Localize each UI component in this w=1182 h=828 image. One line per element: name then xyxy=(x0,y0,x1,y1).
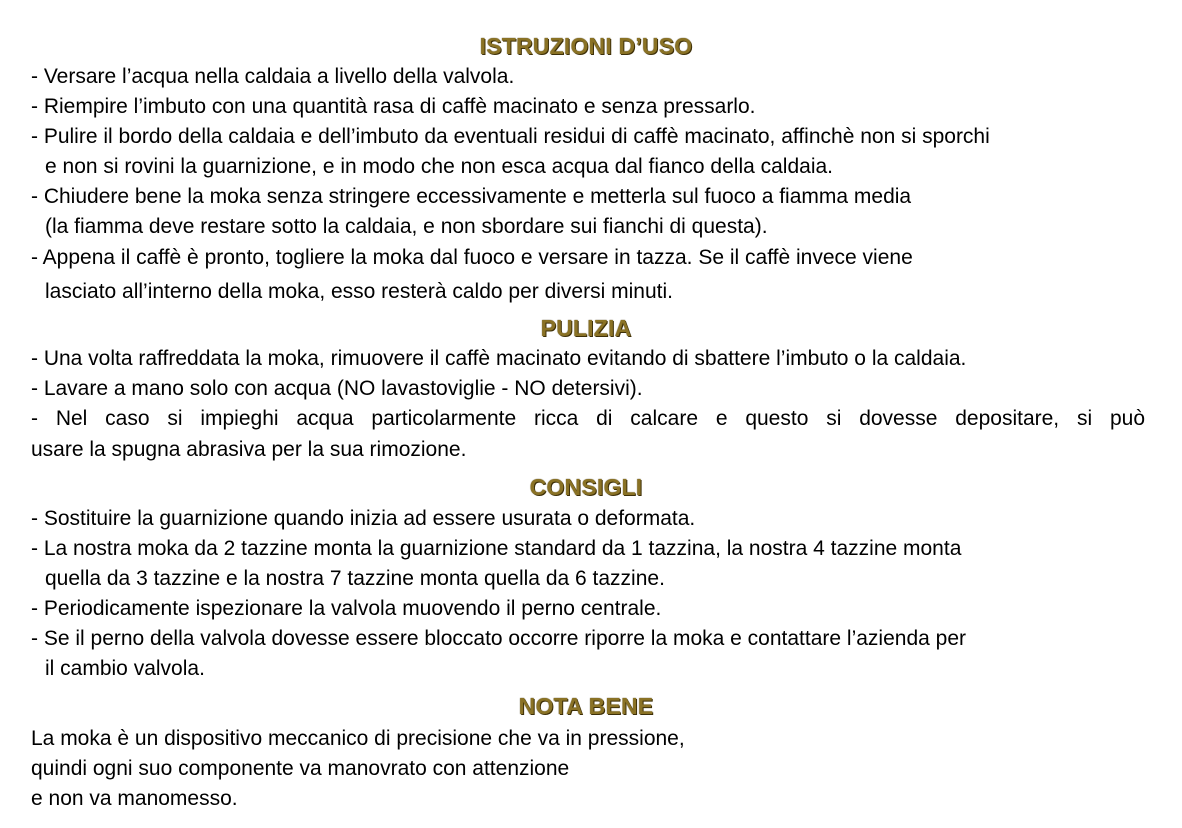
note-line: La moka è un dispositivo meccanico di precisione che va in pressione, xyxy=(31,727,685,750)
note-line: e non va manomesso. xyxy=(31,787,238,810)
instruction-line: (la fiamma deve restare sotto la caldaia, e non sbordare sui fianchi di questa). xyxy=(45,215,768,238)
section-heading-nota-bene: NOTA BENE xyxy=(518,693,654,719)
instruction-line: - Pulire il bordo della caldaia e dell’imbuto da eventuali residui di caffè macinato, affinchè non si sporchi xyxy=(31,125,990,148)
advice-line: quella da 3 tazzine e la nostra 7 tazzine monta quella da 6 tazzine. xyxy=(45,567,665,590)
advice-line: - La nostra moka da 2 tazzine monta la guarnizione standard da 1 tazzina, la nostra 4 tazzine monta xyxy=(31,537,962,560)
advice-line: - Se il perno della valvola dovesse essere bloccato occorre riporre la moka e contattare l’azienda per xyxy=(31,627,966,650)
note-line: quindi ogni suo componente va manovrato con attenzione xyxy=(31,757,570,780)
cleaning-line: - Lavare a mano solo con acqua (NO lavastoviglie - NO detersivi). xyxy=(31,377,643,400)
advice-line: - Periodicamente ispezionare la valvola muovendo il perno centrale. xyxy=(31,597,662,620)
cleaning-line: usare la spugna abrasiva per la sua rimozione. xyxy=(31,438,467,461)
instruction-line: - Appena il caffè è pronto, togliere la moka dal fuoco e versare in tazza. Se il caffè invece viene xyxy=(31,246,913,269)
section-heading-consigli: CONSIGLI xyxy=(529,474,643,500)
advice-line: il cambio valvola. xyxy=(45,657,205,680)
cleaning-line: - Una volta raffreddata la moka, rimuovere il caffè macinato evitando di sbattere l’imbuto o la caldaia. xyxy=(31,347,967,370)
instruction-line: lasciato all’interno della moka, esso resterà caldo per diversi minuti. xyxy=(45,280,673,303)
instruction-line: e non si rovini la guarnizione, e in modo che non esca acqua dal fianco della caldaia. xyxy=(45,155,834,178)
cleaning-line: - Nel caso si impieghi acqua particolarmente ricca di calcare e questo si dovesse depositare, si può xyxy=(31,407,1145,430)
section-heading-istruzioni: ISTRUZIONI D’USO xyxy=(479,33,693,59)
instruction-line: - Chiudere bene la moka senza stringere eccessivamente e metterla sul fuoco a fiamma media xyxy=(31,185,912,208)
instruction-line: - Riempire l’imbuto con una quantità rasa di caffè macinato e senza pressarlo. xyxy=(31,95,756,118)
instruction-line: - Versare l’acqua nella caldaia a livello della valvola. xyxy=(31,65,515,88)
section-heading-pulizia: PULIZIA xyxy=(540,315,632,341)
advice-line: - Sostituire la guarnizione quando inizia ad essere usurata o deformata. xyxy=(31,507,696,530)
